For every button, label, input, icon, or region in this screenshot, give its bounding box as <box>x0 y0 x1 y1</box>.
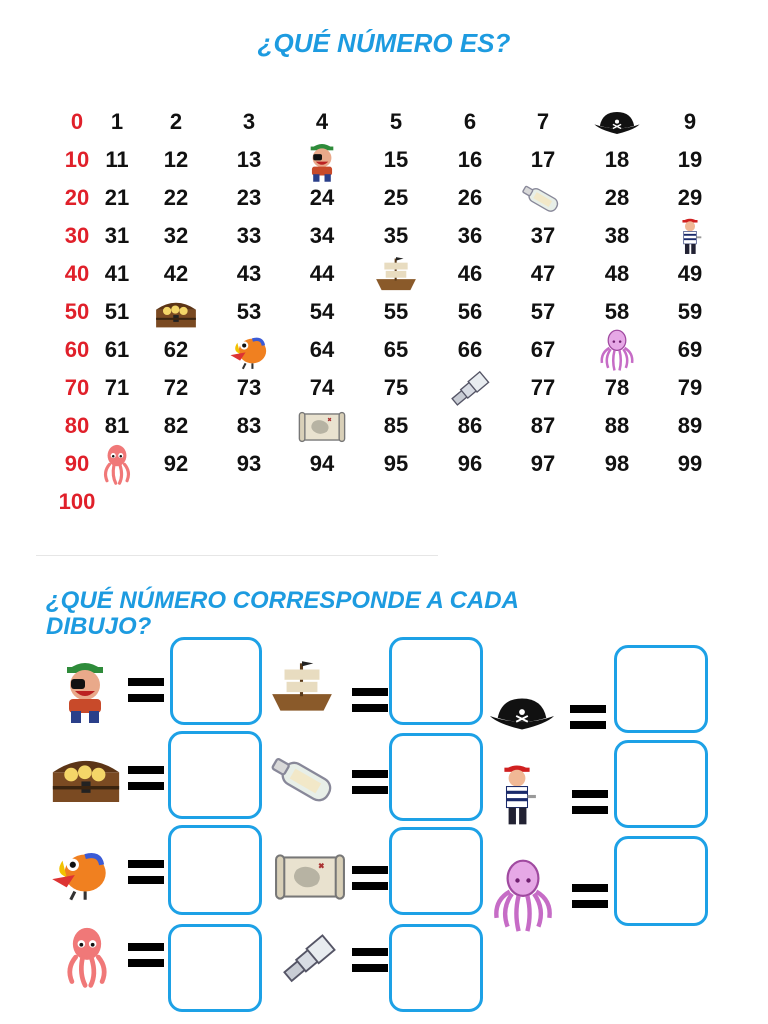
grid-number: 86 <box>457 413 483 438</box>
grid-pirate-hat-icon <box>593 101 641 145</box>
grid-number: 17 <box>530 147 556 172</box>
grid-spyglass-icon <box>446 367 494 411</box>
grid-number: 93 <box>236 451 262 476</box>
grid-number: 74 <box>309 375 335 400</box>
grid-number: 67 <box>530 337 556 362</box>
equals-sign <box>128 678 164 702</box>
grid-number: 100 <box>58 489 96 514</box>
grid-sailor-icon <box>666 215 714 259</box>
grid-number: 50 <box>64 299 90 324</box>
grid-number: 75 <box>383 375 409 400</box>
grid-number: 20 <box>64 185 90 210</box>
answer-box[interactable] <box>389 733 483 821</box>
grid-number: 81 <box>104 413 130 438</box>
grid-number: 38 <box>604 223 630 248</box>
grid-number: 43 <box>236 261 262 286</box>
answer-box[interactable] <box>614 836 708 926</box>
grid-number: 26 <box>457 185 483 210</box>
equals-sign <box>572 790 608 814</box>
grid-number: 85 <box>383 413 409 438</box>
pirate-captain-icon <box>52 655 118 725</box>
grid-number: 77 <box>530 375 556 400</box>
grid-number: 66 <box>457 337 483 362</box>
grid-map-icon <box>298 405 346 449</box>
grid-number: 71 <box>104 375 130 400</box>
ship-icon <box>266 650 338 726</box>
grid-number: 92 <box>163 451 189 476</box>
grid-number: 69 <box>677 337 703 362</box>
spyglass-icon <box>276 928 342 990</box>
grid-number: 11 <box>105 147 129 172</box>
grid-number: 56 <box>457 299 483 324</box>
grid-number: 82 <box>163 413 189 438</box>
equals-sign <box>570 705 606 729</box>
grid-number: 62 <box>163 337 189 362</box>
grid-number: 96 <box>457 451 483 476</box>
grid-number: 5 <box>389 109 403 134</box>
grid-number: 3 <box>242 109 256 134</box>
grid-number: 30 <box>64 223 90 248</box>
grid-number: 55 <box>383 299 409 324</box>
answer-box[interactable] <box>389 637 483 725</box>
question-line-2: DIBUJO? <box>46 613 152 640</box>
equals-sign <box>352 770 388 794</box>
grid-number: 15 <box>383 147 409 172</box>
grid-number: 40 <box>64 261 90 286</box>
octopus-red-icon <box>54 925 120 991</box>
answer-box[interactable] <box>168 924 262 1012</box>
grid-parrot-icon <box>225 329 273 373</box>
octopus-purple-icon <box>490 855 556 939</box>
grid-number: 7 <box>536 109 550 134</box>
grid-number: 10 <box>64 147 90 172</box>
grid-number: 35 <box>383 223 409 248</box>
grid-number: 78 <box>604 375 630 400</box>
grid-number: 13 <box>236 147 262 172</box>
sailor-icon <box>496 758 538 834</box>
grid-ship-icon <box>372 253 420 297</box>
grid-number: 98 <box>604 451 630 476</box>
grid-number: 48 <box>604 261 630 286</box>
grid-number: 70 <box>64 375 90 400</box>
grid-number: 6 <box>463 109 477 134</box>
grid-number: 25 <box>383 185 409 210</box>
grid-number: 94 <box>309 451 335 476</box>
equals-sign <box>128 860 164 884</box>
grid-number: 44 <box>309 261 335 286</box>
grid-number: 54 <box>309 299 335 324</box>
grid-number: 28 <box>604 185 630 210</box>
grid-number: 41 <box>104 261 130 286</box>
grid-number: 2 <box>169 109 183 134</box>
grid-number: 21 <box>104 185 130 210</box>
page-title: ¿QUÉ NÚMERO ES? <box>257 28 511 58</box>
grid-number: 58 <box>604 299 630 324</box>
grid-number: 22 <box>163 185 189 210</box>
question-title <box>46 588 566 640</box>
grid-number: 65 <box>383 337 409 362</box>
grid-number: 60 <box>64 337 90 362</box>
equals-sign <box>572 884 608 908</box>
grid-number: 19 <box>677 147 703 172</box>
grid-number: 73 <box>236 375 262 400</box>
grid-number: 97 <box>530 451 556 476</box>
grid-number: 61 <box>104 337 130 362</box>
answer-box[interactable] <box>168 731 262 819</box>
equals-sign <box>352 948 388 972</box>
grid-number: 53 <box>236 299 262 324</box>
grid-number: 33 <box>236 223 262 248</box>
grid-number: 12 <box>163 147 189 172</box>
grid-number: 79 <box>677 375 703 400</box>
grid-number: 18 <box>604 147 630 172</box>
grid-number: 29 <box>677 185 703 210</box>
grid-number: 88 <box>604 413 630 438</box>
equals-sign <box>352 688 388 712</box>
grid-number: 31 <box>104 223 130 248</box>
grid-number: 89 <box>677 413 703 438</box>
bottle-icon <box>266 745 346 815</box>
parrot-icon <box>44 838 116 908</box>
answer-box[interactable] <box>168 825 262 915</box>
grid-number: 95 <box>383 451 409 476</box>
grid-number: 4 <box>315 109 329 134</box>
grid-octopus-red-icon <box>93 443 141 487</box>
grid-number: 46 <box>457 261 483 286</box>
grid-pirate-captain-icon <box>298 139 346 183</box>
divider <box>36 555 438 556</box>
grid-number: 24 <box>309 185 335 210</box>
grid-number: 72 <box>163 375 189 400</box>
grid-number: 47 <box>530 261 556 286</box>
grid-number: 36 <box>457 223 483 248</box>
grid-number: 34 <box>309 223 335 248</box>
equals-sign <box>352 866 388 890</box>
answer-box[interactable] <box>170 637 262 725</box>
pirate-hat-icon <box>488 695 556 733</box>
grid-number: 32 <box>163 223 189 248</box>
answer-box[interactable] <box>614 740 708 828</box>
grid-number: 49 <box>677 261 703 286</box>
grid-number: 37 <box>530 223 556 248</box>
grid-number: 51 <box>104 299 130 324</box>
equals-sign <box>128 766 164 790</box>
grid-number: 64 <box>309 337 335 362</box>
answer-box[interactable] <box>389 924 483 1012</box>
grid-number: 80 <box>64 413 90 438</box>
grid-treasure-chest-icon <box>152 291 200 335</box>
grid-bottle-icon <box>519 177 567 221</box>
answer-box[interactable] <box>389 827 483 915</box>
question-line-1: ¿QUÉ NÚMERO CORRESPONDE A CADA <box>46 587 519 614</box>
grid-number: 87 <box>530 413 556 438</box>
grid-number: 42 <box>163 261 189 286</box>
grid-number: 0 <box>70 109 84 134</box>
grid-number: 83 <box>236 413 262 438</box>
grid-number: 99 <box>677 451 703 476</box>
answer-box[interactable] <box>614 645 708 733</box>
grid-number: 9 <box>683 109 697 134</box>
grid-octopus-purple-icon <box>593 329 641 373</box>
treasure-chest-icon <box>46 742 126 814</box>
grid-number: 57 <box>530 299 556 324</box>
grid-number: 59 <box>677 299 703 324</box>
grid-number: 16 <box>457 147 483 172</box>
grid-number: 90 <box>64 451 90 476</box>
equals-sign <box>128 943 164 967</box>
map-icon <box>274 840 346 914</box>
grid-number: 23 <box>236 185 262 210</box>
grid-number: 1 <box>110 109 124 134</box>
